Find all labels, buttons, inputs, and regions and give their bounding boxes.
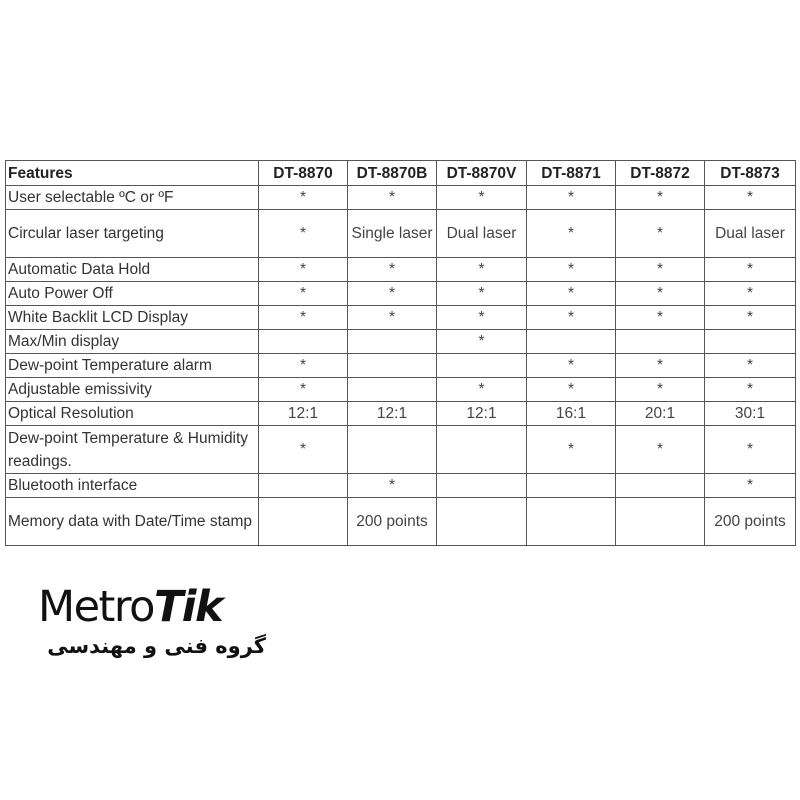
feature-label: Optical Resolution [6,402,259,426]
feature-value-cell: * [437,306,527,330]
table-row [6,426,796,474]
feature-value-cell: * [527,378,616,402]
feature-value-cell: 200 points [348,498,437,546]
feature-value-cell: * [259,282,348,306]
feature-value-cell: * [705,354,796,378]
table-row [6,210,796,258]
table-row [6,474,796,498]
feature-label: Bluetooth interface [6,474,259,498]
table-row [6,378,796,402]
feature-value-cell: * [527,354,616,378]
table-row [6,498,796,546]
feature-value-cell: * [616,426,705,474]
feature-value-cell [348,330,437,354]
feature-value-cell [348,378,437,402]
feature-value-cell: 30:1 [705,402,796,426]
header-dt-8870: DT-8870 [259,161,348,186]
feature-label: White Backlit LCD Display [6,306,259,330]
header-dt-8873: DT-8873 [705,161,796,186]
feature-value-cell: * [437,330,527,354]
feature-value-cell: * [616,306,705,330]
feature-value-cell: * [616,282,705,306]
feature-value-cell: * [616,378,705,402]
feature-value-cell: * [527,426,616,474]
feature-value-cell [259,498,348,546]
feature-value-cell: 16:1 [527,402,616,426]
feature-value-cell: * [259,378,348,402]
logo-brand-tik: Tik [153,582,223,632]
feature-value-cell: * [259,186,348,210]
header-features: Features [6,161,259,186]
feature-value-cell: * [527,258,616,282]
feature-label: Circular laser targeting [6,210,259,258]
feature-value-cell: * [705,258,796,282]
feature-value-cell: * [437,186,527,210]
feature-label: Automatic Data Hold [6,258,259,282]
feature-value-cell: * [259,210,348,258]
feature-value-cell [616,474,705,498]
feature-value-cell: Dual laser [437,210,527,258]
feature-value-cell: * [259,258,348,282]
feature-value-cell [616,498,705,546]
header-dt-8870v: DT-8870V [437,161,527,186]
table-row [6,354,796,378]
feature-value-cell: * [705,186,796,210]
metrotik-logo [38,582,268,658]
feature-value-cell [616,330,705,354]
feature-value-cell: * [705,306,796,330]
feature-comparison-table [5,160,796,546]
feature-value-cell: * [437,258,527,282]
table-header-row [6,161,796,186]
feature-label: User selectable ºC or ºF [6,186,259,210]
feature-label: Dew-point Temperature & Humidity readings. [6,426,259,474]
feature-value-cell: 12:1 [348,402,437,426]
feature-value-cell [259,474,348,498]
feature-value-cell: * [616,354,705,378]
table-row [6,330,796,354]
table-row [6,282,796,306]
header-dt-8872: DT-8872 [616,161,705,186]
feature-value-cell [348,426,437,474]
feature-value-cell: 12:1 [437,402,527,426]
table-row [6,186,796,210]
logo-tagline: گروه فنی و مهندسی [47,634,266,658]
feature-value-cell [527,498,616,546]
feature-value-cell: * [705,426,796,474]
feature-value-cell: * [437,282,527,306]
feature-value-cell: 12:1 [259,402,348,426]
feature-value-cell: Single laser [348,210,437,258]
feature-value-cell: * [259,426,348,474]
feature-value-cell [259,330,348,354]
feature-value-cell: * [705,474,796,498]
feature-value-cell: * [348,474,437,498]
feature-value-cell: * [348,306,437,330]
table-row [6,402,796,426]
feature-value-cell: * [527,210,616,258]
feature-value-cell: * [348,282,437,306]
table-row [6,258,796,282]
feature-label: Auto Power Off [6,282,259,306]
feature-label: Dew-point Temperature alarm [6,354,259,378]
feature-label: Adjustable emissivity [6,378,259,402]
feature-value-cell [527,474,616,498]
feature-value-cell: * [527,282,616,306]
feature-value-cell: * [705,378,796,402]
feature-value-cell: 20:1 [616,402,705,426]
logo-wordmark [38,582,268,632]
feature-value-cell: * [527,306,616,330]
feature-value-cell [527,330,616,354]
feature-value-cell: * [616,186,705,210]
feature-value-cell [437,498,527,546]
table-row [6,306,796,330]
feature-value-cell: * [616,210,705,258]
feature-label: Max/Min display [6,330,259,354]
feature-value-cell: * [259,354,348,378]
feature-value-cell [437,426,527,474]
feature-value-cell: * [348,258,437,282]
feature-value-cell: * [348,186,437,210]
feature-value-cell: * [616,258,705,282]
logo-brand-metro: Metro [38,582,154,632]
feature-value-cell [348,354,437,378]
feature-label: Memory data with Date/Time stamp [6,498,259,546]
feature-value-cell [705,330,796,354]
feature-value-cell: * [437,378,527,402]
header-dt-8870b: DT-8870B [348,161,437,186]
feature-value-cell [437,474,527,498]
feature-value-cell: * [705,282,796,306]
feature-value-cell: Dual laser [705,210,796,258]
feature-value-cell [437,354,527,378]
feature-value-cell: 200 points [705,498,796,546]
feature-value-cell: * [527,186,616,210]
header-dt-8871: DT-8871 [527,161,616,186]
feature-value-cell: * [259,306,348,330]
